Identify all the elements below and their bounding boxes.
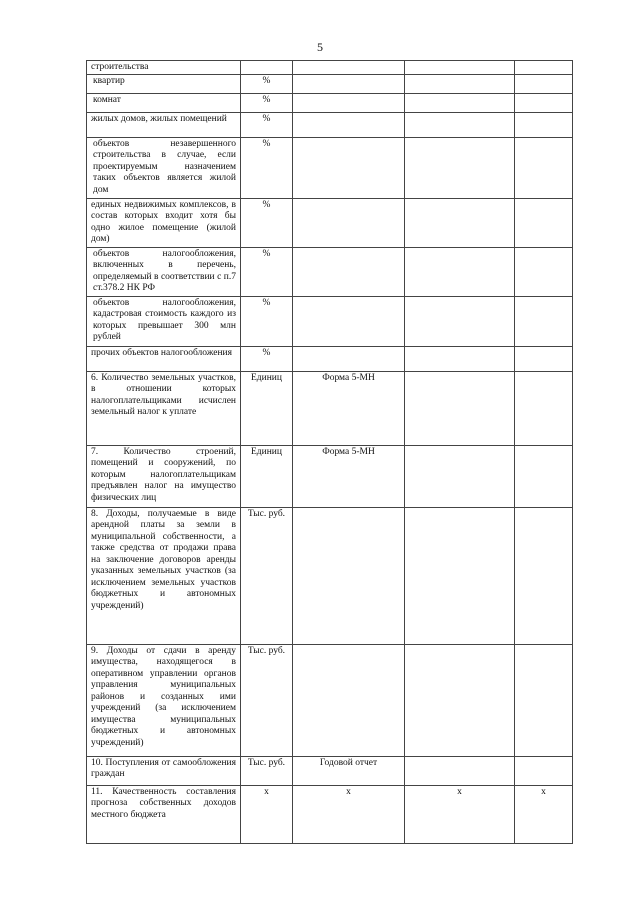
source-cell bbox=[293, 112, 405, 137]
value-cell bbox=[405, 756, 515, 785]
value-cell bbox=[405, 445, 515, 507]
table-row bbox=[87, 198, 573, 247]
value-cell bbox=[515, 346, 573, 371]
value-cell bbox=[515, 445, 573, 507]
source-cell bbox=[293, 507, 405, 644]
unit-cell: х bbox=[241, 785, 293, 843]
indicator-name: единых недвижимых комплексов, в состав которых входит хотя бы одно жилое помещение (жилой дом) bbox=[87, 198, 241, 247]
value-cell bbox=[515, 112, 573, 137]
table-row bbox=[87, 137, 573, 198]
unit-cell: % bbox=[241, 296, 293, 346]
value-cell bbox=[405, 137, 515, 198]
indicator-name: 9. Доходы от сдачи в аренду имущества, находящегося в оперативном управлении органов управления муниципальных районов и созданных ими учреждений (за исключением имущества муниципальных бюджетных и автономных учреждений) bbox=[87, 644, 241, 756]
source-cell bbox=[293, 346, 405, 371]
source-cell bbox=[293, 644, 405, 756]
table-row bbox=[87, 785, 573, 843]
table-row bbox=[87, 112, 573, 137]
table-row bbox=[87, 296, 573, 346]
unit-cell bbox=[241, 61, 293, 75]
value-cell bbox=[405, 507, 515, 644]
unit-cell: % bbox=[241, 93, 293, 112]
indicator-name: объектов налогообложения, включенных в перечень, определяемый в соответствии с п.7 ст.378.2 НК РФ bbox=[87, 247, 241, 296]
source-cell bbox=[293, 61, 405, 75]
unit-cell: Тыс. руб. bbox=[241, 644, 293, 756]
source-cell: Форма 5-МН bbox=[293, 445, 405, 507]
value-cell bbox=[515, 198, 573, 247]
unit-cell: Тыс. руб. bbox=[241, 756, 293, 785]
value-cell bbox=[405, 346, 515, 371]
source-cell bbox=[293, 296, 405, 346]
indicator-name: 10. Поступления от самообложения граждан bbox=[87, 756, 241, 785]
indicators-table bbox=[86, 60, 573, 844]
source-cell: Годовой отчет bbox=[293, 756, 405, 785]
indicator-name: объектов налогообложения, кадастровая стоимость каждого из которых превышает 300 млн рублей bbox=[87, 296, 241, 346]
value-cell bbox=[405, 247, 515, 296]
value-cell bbox=[515, 644, 573, 756]
value-cell bbox=[515, 371, 573, 445]
indicator-name: 6. Количество земельных участков, в отношении которых налогоплательщиками исчислен земельный налог к уплате bbox=[87, 371, 241, 445]
unit-cell: % bbox=[241, 137, 293, 198]
value-cell bbox=[515, 756, 573, 785]
table-row bbox=[87, 756, 573, 785]
source-cell: х bbox=[293, 785, 405, 843]
value-cell bbox=[405, 296, 515, 346]
page-number: 5 bbox=[317, 40, 323, 54]
unit-cell: % bbox=[241, 247, 293, 296]
table-row bbox=[87, 93, 573, 112]
indicator-name: 11. Качественность составления прогноза собственных доходов местного бюджета bbox=[87, 785, 241, 843]
unit-cell: Единиц bbox=[241, 371, 293, 445]
value-cell bbox=[515, 93, 573, 112]
table-row bbox=[87, 445, 573, 507]
indicators-table-body bbox=[87, 61, 573, 844]
indicator-name: жилых домов, жилых помещений bbox=[87, 112, 241, 137]
source-cell bbox=[293, 198, 405, 247]
indicator-name: прочих объектов налогообложения bbox=[87, 346, 241, 371]
unit-cell: % bbox=[241, 74, 293, 93]
indicator-name: квартир bbox=[87, 74, 241, 93]
table-row bbox=[87, 644, 573, 756]
unit-cell: Тыс. руб. bbox=[241, 507, 293, 644]
value-cell bbox=[515, 61, 573, 75]
indicator-name: 8. Доходы, получаемые в виде арендной платы за земли в муниципальной собственности, а также средства от продажи права на заключение договоров аренды указанных земельных участков (за исключением земельных участков бюджетных и автономных учреждений) bbox=[87, 507, 241, 644]
value-cell bbox=[405, 61, 515, 75]
value-cell bbox=[405, 74, 515, 93]
value-cell bbox=[405, 93, 515, 112]
source-cell bbox=[293, 74, 405, 93]
value-cell bbox=[515, 74, 573, 93]
indicator-name: 7. Количество строений, помещений и сооружений, по которым налогоплательщикам предъявлен налог на имущество физических лиц bbox=[87, 445, 241, 507]
table-row bbox=[87, 371, 573, 445]
value-cell bbox=[515, 137, 573, 198]
value-cell bbox=[515, 507, 573, 644]
indicator-name: комнат bbox=[87, 93, 241, 112]
unit-cell: % bbox=[241, 112, 293, 137]
table-row bbox=[87, 346, 573, 371]
indicator-name: строительства bbox=[87, 61, 241, 75]
table-row bbox=[87, 247, 573, 296]
unit-cell: Единиц bbox=[241, 445, 293, 507]
table-row bbox=[87, 507, 573, 644]
value-cell bbox=[405, 112, 515, 137]
table-row bbox=[87, 61, 573, 75]
indicator-name: объектов незавершенного строительства в случае, если проектируемым назначением таких объектов является жилой дом bbox=[87, 137, 241, 198]
value-cell: х bbox=[405, 785, 515, 843]
value-cell bbox=[405, 644, 515, 756]
source-cell bbox=[293, 137, 405, 198]
table-row bbox=[87, 74, 573, 93]
source-cell: Форма 5-МН bbox=[293, 371, 405, 445]
source-cell bbox=[293, 247, 405, 296]
value-cell: х bbox=[515, 785, 573, 843]
unit-cell: % bbox=[241, 198, 293, 247]
value-cell bbox=[405, 371, 515, 445]
value-cell bbox=[405, 198, 515, 247]
unit-cell: % bbox=[241, 346, 293, 371]
value-cell bbox=[515, 296, 573, 346]
value-cell bbox=[515, 247, 573, 296]
source-cell bbox=[293, 93, 405, 112]
